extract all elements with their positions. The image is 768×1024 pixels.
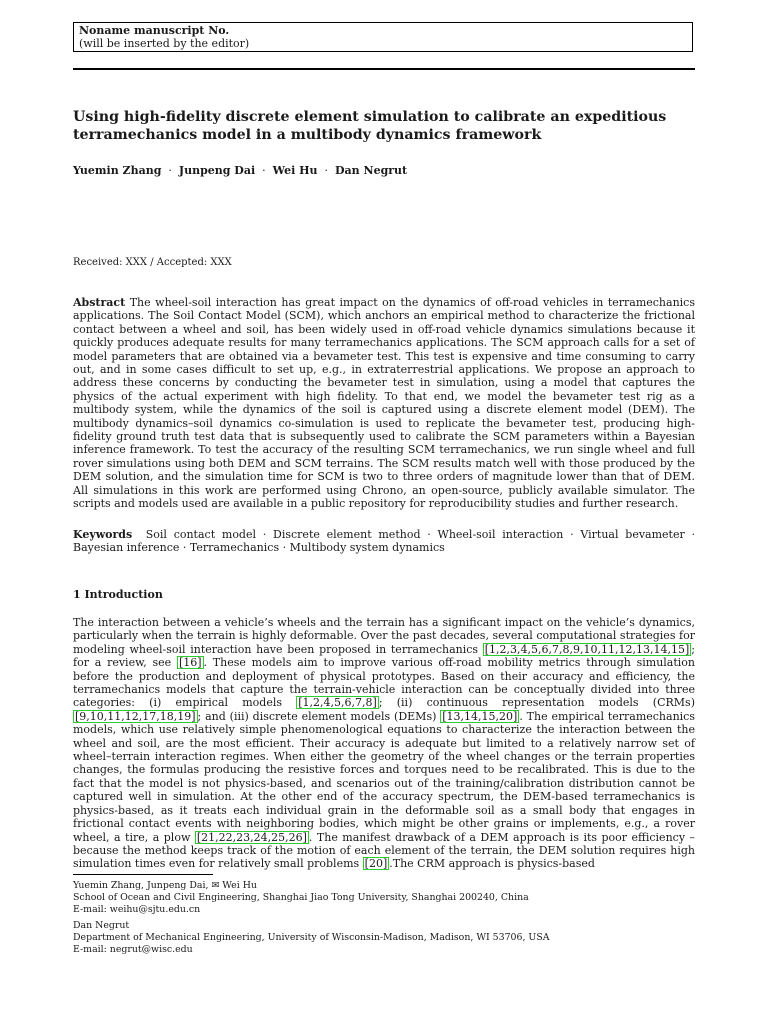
abstract <box>73 296 695 511</box>
manuscript-number: Noname manuscript No. <box>79 24 230 37</box>
author-name: Wei Hu <box>272 164 318 177</box>
footnote-names: Dan Negrut <box>73 920 130 931</box>
author-separator: · <box>262 164 266 177</box>
citation-link[interactable]: [21,22,23,24,25,26] <box>196 830 307 844</box>
received-accepted-line: Received: XXX / Accepted: XXX <box>73 257 232 268</box>
header-rule <box>73 68 695 70</box>
author-name: Dan Negrut <box>335 164 408 177</box>
footnote-email[interactable]: E-mail: weihu@sjtu.edu.cn <box>73 903 201 915</box>
abstract-text: The wheel-soil interaction has great impact on the dynamics of off-road vehicles in terramechanics applications. The Soil Contact Model (SCM), which anchors an empirical method to characterize the frictional contact between a wheel and soil, has been widely used in off-road vehicle dynamics simulations because it quickly produces adequate results for many terramechanics applications. The SCM approach calls for a set of model parameters that are obtained via a bevameter test. This test is expensive and time consuming to carry out, and in some cases difficult to set up, e.g., in extraterrestrial applications. We propose an approach to address these concerns by conducting the bevameter test in simulation, using a model that captures the physics of the actual experiment with high fidelity. To that end, we model the bevameter test rig as a multibody system, while the dynamics of the soil is captured using a discrete element model (DEM). The multibody dynamics–soil dynamics co-simulation is used to replicate the bevameter test, producing high-fidelity ground truth test data that is subsequently used to calibrate the SCM parameters within a Bayesian inference framework. To test the accuracy of the resulting SCM terramechanics, we run single wheel and full rover simulations using both DEM and SCM terrains. The SCM results match well with those produced by the DEM solution, and the simulation time for SCM is two to three orders of magnitude lower than that of DEM. All simulations in this work are performed using Chrono, an open-source, publicly available simulator. The scripts and models used are available in a public repository for reproducibility studies and further research. <box>73 296 695 511</box>
manuscript-header-box <box>73 22 693 52</box>
abstract-label: Abstract <box>73 296 126 309</box>
footnote-affiliation-text: Department of Mechanical Engineering, University of Wisconsin-Madison, Madison, WI 53706, USA <box>73 931 550 943</box>
keywords-text: Soil contact model · Discrete element method · Wheel-soil interaction · Virtual bevameter · Bayesian inference · Terramechanics · Multibody system dynamics <box>73 528 695 555</box>
keywords <box>73 528 695 555</box>
paper-title: Using high-fidelity discrete element simulation to calibrate an expeditious terramechanics model in a multibody dynamics framework <box>73 109 667 143</box>
intro-text: ; and (iii) discrete element models (DEMs) <box>197 709 441 723</box>
intro-text: .The CRM approach is physics-based <box>389 857 595 871</box>
footnote-names: Yuemin Zhang, Junpeng Dai, ✉ Wei Hu <box>73 880 257 891</box>
footnote-rule <box>73 874 213 875</box>
footnote-affiliation <box>73 880 695 915</box>
author-name: Yuemin Zhang <box>73 164 162 177</box>
citation-link[interactable]: [1,2,3,4,5,6,7,8,9,10,11,12,13,14,15] <box>484 642 690 656</box>
citation-link[interactable]: [13,14,15,20] <box>442 709 518 723</box>
intro-text: ; for a review, see <box>73 642 695 670</box>
author-separator: · <box>324 164 329 177</box>
citation-link[interactable]: [1,2,4,5,6,7,8] <box>298 696 377 710</box>
intro-text: . The empirical terramechanics models, which use relatively simple phenomenological equations to characterize the interaction between the wheel and soil, are the most efficient. Their accuracy is adequate but limited to a relatively narrow set of wheel–terrain interaction regimes. When either the geometry of the wheel changes or the terrain properties changes, the formulas producing the resistive forces and torques need to be recalibrated. This is due to the fact that the model is not physics-based, and scenarios out of the training/calibration distribution cannot be captured well in simulation. At the other end of the accuracy spectrum, the DEM-based terramechanics is physics-based, as it treats each individual grain in the deformable soil as a small body that engages in frictional contact events with neighboring bodies, which might be other grains or implements, e.g., a rover wheel, a tire, a plow <box>73 709 695 844</box>
section-heading: 1 Introduction <box>73 588 163 601</box>
intro-text: ; (ii) continuous representation models (CRMs) <box>378 696 695 710</box>
author-list <box>73 164 693 177</box>
citation-link[interactable]: [9,10,11,12,17,18,19] <box>75 709 196 723</box>
author-separator: · <box>168 164 172 177</box>
footnote-email[interactable]: E-mail: negrut@wisc.edu <box>73 943 193 955</box>
footnote-affiliation <box>73 920 695 955</box>
citation-link[interactable]: [20] <box>364 857 388 871</box>
intro-text: The interaction between a vehicle’s wheels and the terrain has a significant impact on the vehicle’s dynamics, particularly when the terrain is highly deformable. Over the past decades, several computational strategies for modeling wheel-soil interaction have been proposed in terramechanics <box>73 616 695 656</box>
citation-link[interactable]: [16] <box>178 656 202 670</box>
introduction-paragraph <box>73 616 695 871</box>
author-name: Junpeng Dai <box>178 164 256 177</box>
keywords-label: Keywords <box>73 528 133 541</box>
footnote-affiliation-text: School of Ocean and Civil Engineering, Shanghai Jiao Tong University, Shanghai 200240, China <box>73 891 529 903</box>
intro-text: . The manifest drawback of a DEM approach is its poor efficiency – because the method keeps track of the motion of each element of the terrain, the DEM solution requires high simulation times even for relatively small problems <box>73 830 696 871</box>
editor-note: (will be inserted by the editor) <box>79 37 250 50</box>
intro-text: . These models aim to improve various off-road mobility metrics through simulation before the production and deployment of physical prototypes. Based on their accuracy and efficiency, the terramechanics models that capture the terrain-vehicle interaction can be conceptually divided into three categories: (i) empirical models <box>73 656 696 710</box>
